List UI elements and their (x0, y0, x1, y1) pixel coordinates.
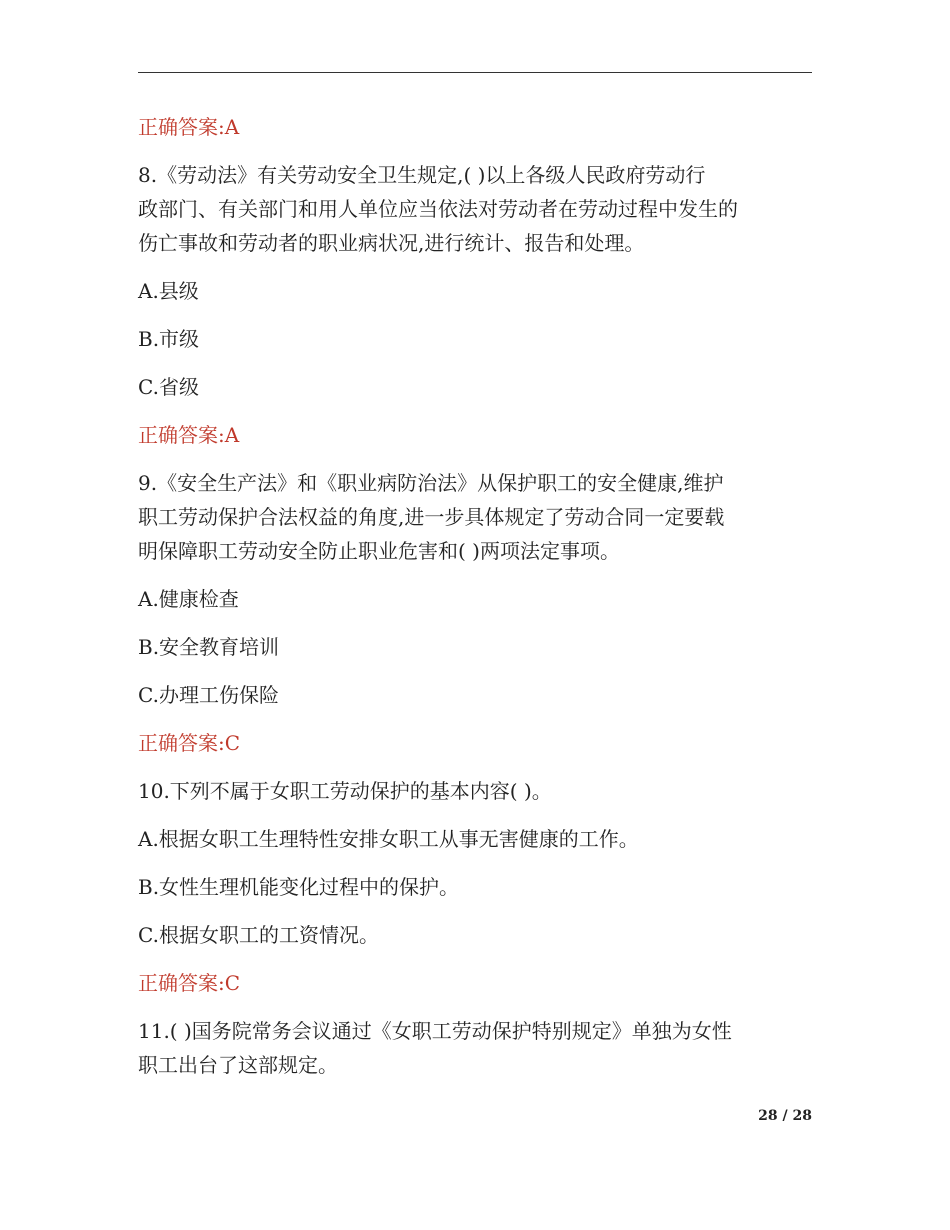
question-9 (138, 466, 818, 568)
question-11 (138, 1014, 818, 1082)
answer-previous: 正确答案:A (138, 115, 240, 139)
question-8-option-b: B.市级 (138, 327, 200, 351)
question-8-option-a: A.县级 (138, 279, 199, 303)
question-10-option-a: A.根据女职工生理特性安排女职工从事无害健康的工作。 (138, 827, 639, 851)
answer-question-8: 正确答案:A (138, 423, 240, 447)
header-rule (138, 72, 812, 73)
question-9-line-2: 职工劳动保护合法权益的角度,进一步具体规定了劳动合同一定要载 (138, 505, 725, 529)
question-9-option-b: B.安全教育培训 (138, 635, 280, 659)
question-8 (138, 158, 818, 260)
question-10-option-c: C.根据女职工的工资情况。 (138, 923, 379, 947)
question-10-line-1: 10.下列不属于女职工劳动保护的基本内容( )。 (138, 779, 552, 803)
question-9-option-a: A.健康检查 (138, 587, 239, 611)
question-9-line-3: 明保障职工劳动安全防止职业危害和( )两项法定事项。 (138, 539, 620, 563)
answer-question-10: 正确答案:C (138, 971, 241, 995)
question-8-line-2: 政部门、有关部门和用人单位应当依法对劳动者在劳动过程中发生的 (138, 197, 738, 221)
question-11-line-2: 职工出台了这部规定。 (138, 1053, 338, 1077)
page-number: 28 / 28 (758, 1108, 812, 1124)
question-8-option-c: C.省级 (138, 375, 199, 399)
question-10-option-b: B.女性生理机能变化过程中的保护。 (138, 875, 460, 899)
question-9-line-1: 9.《安全生产法》和《职业病防治法》从保护职工的安全健康,维护 (138, 471, 724, 495)
answer-question-9: 正确答案:C (138, 731, 241, 755)
question-9-option-c: C.办理工伤保险 (138, 683, 279, 707)
question-10 (138, 774, 818, 808)
page-content (138, 110, 818, 1096)
question-8-line-3: 伤亡事故和劳动者的职业病状况,进行统计、报告和处理。 (138, 231, 645, 255)
question-11-line-1: 11.( )国务院常务会议通过《女职工劳动保护特别规定》单独为女性 (138, 1019, 732, 1043)
question-8-line-1: 8.《劳动法》有关劳动安全卫生规定,( )以上各级人民政府劳动行 (138, 163, 706, 187)
